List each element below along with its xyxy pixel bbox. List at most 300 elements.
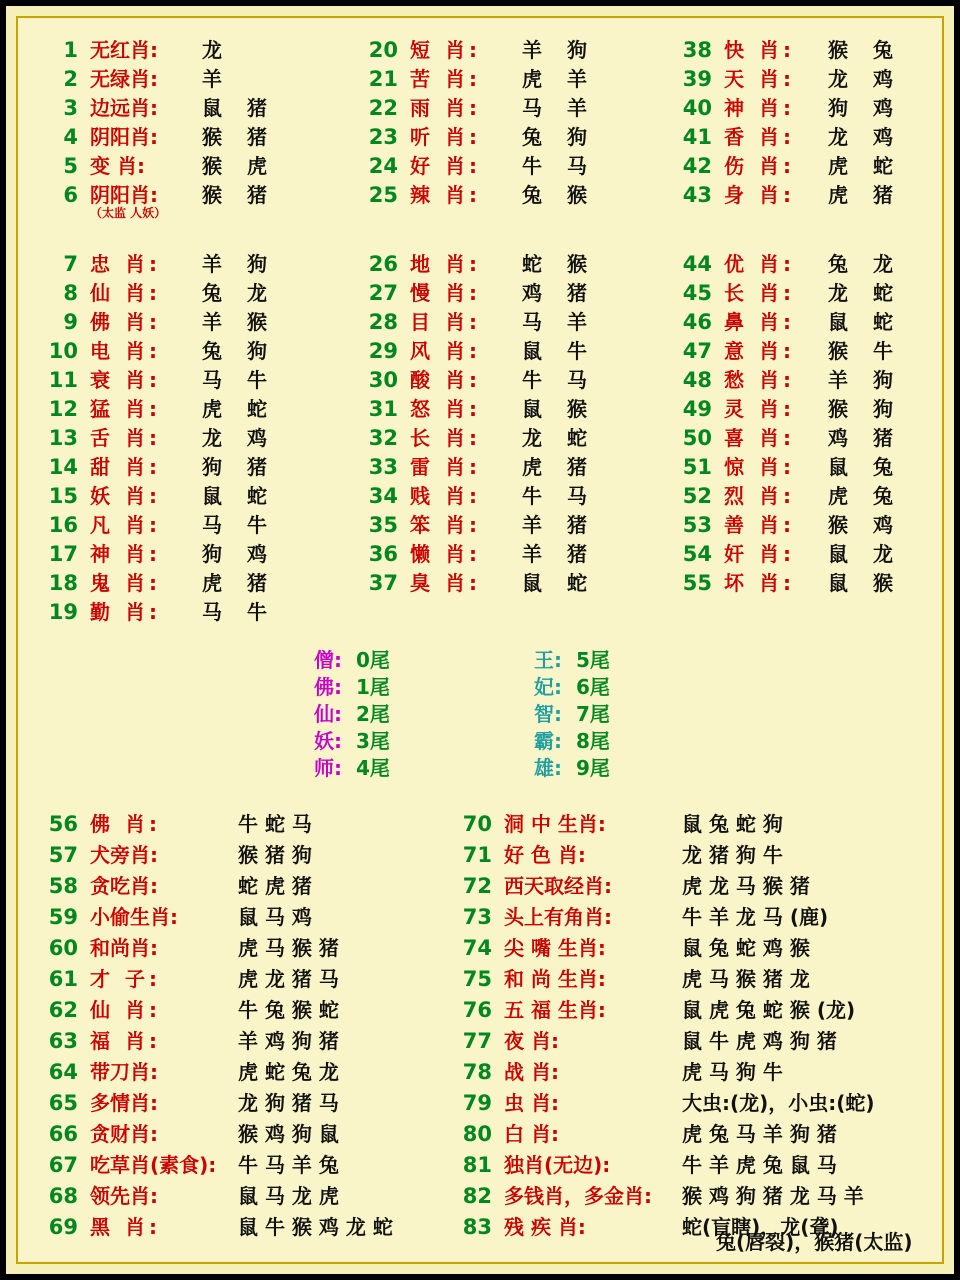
row-label: 地 肖: (410, 252, 481, 276)
list-item (44, 393, 344, 422)
list-item (364, 422, 664, 451)
list-item (44, 1118, 464, 1149)
row-number: 69 (48, 1215, 78, 1239)
row-label: 懒 肖: (410, 542, 481, 566)
tail-number: 7 (576, 702, 590, 726)
row-value: 虎 龙 猪 马 (238, 967, 339, 991)
row-label: 身 肖: (724, 183, 795, 207)
row-value: 虎 蛇 (828, 154, 902, 178)
row-number: 75 (462, 967, 492, 991)
row-value: 牛 马 (522, 484, 596, 508)
row-label: 五 福 生肖: (504, 998, 606, 1022)
list-item (44, 1056, 464, 1087)
row-number: 79 (462, 1091, 492, 1115)
list-item (364, 150, 664, 179)
row-number: 27 (368, 281, 398, 305)
row-number: 82 (462, 1184, 492, 1208)
list-item (678, 248, 960, 277)
row-label: 酸 肖: (410, 368, 481, 392)
row-value: 猴 猪 (202, 183, 276, 207)
row-value: 马 牛 (202, 368, 276, 392)
row-number: 70 (462, 812, 492, 836)
row-value: 牛 马 (522, 154, 596, 178)
tail-label: 霸: (534, 729, 562, 753)
tail-row (268, 671, 708, 698)
row-label: 雨 肖: (410, 96, 481, 120)
row-number: 52 (682, 484, 712, 508)
row-number: 20 (368, 38, 398, 62)
row-value: 牛 马 羊 兔 (238, 1153, 339, 1177)
row-value: 龙 猪 狗 牛 (682, 843, 783, 867)
tail-label: 僧: (314, 648, 342, 672)
row-label: 优 肖: (724, 252, 795, 276)
list-item (364, 277, 664, 306)
row-label: 犬旁肖: (90, 843, 158, 867)
row-number: 58 (48, 874, 78, 898)
row-label: 多情肖: (90, 1091, 158, 1115)
top-column-3-lower (678, 248, 960, 596)
row-value: 龙 蛇 (828, 281, 902, 305)
row-label: 西天取经肖: (504, 874, 612, 898)
row-number: 81 (462, 1153, 492, 1177)
row-number: 63 (48, 1029, 78, 1053)
list-item (458, 1118, 958, 1149)
list-item (678, 150, 960, 179)
row-label: 烈 肖: (724, 484, 795, 508)
row-value: 虎 马 狗 牛 (682, 1060, 783, 1084)
row-value: 鼠 蛇 (202, 484, 276, 508)
row-value: 狗 鸡 (202, 542, 276, 566)
list-item (458, 1149, 958, 1180)
tail-entry (488, 752, 708, 781)
list-item (44, 1087, 464, 1118)
row-label: 臭 肖: (410, 571, 481, 595)
row-number: 62 (48, 998, 78, 1022)
row-number: 6 (63, 183, 78, 207)
row-number: 29 (368, 339, 398, 363)
list-item (44, 306, 344, 335)
list-item (678, 567, 960, 596)
tail-entry (268, 644, 488, 673)
tail-entry (268, 698, 488, 727)
row-label: 听 肖: (410, 125, 481, 149)
row-value: 羊 鸡 狗 猪 (238, 1029, 339, 1053)
row-value: 龙 鸡 (828, 125, 902, 149)
row-number: 25 (368, 183, 398, 207)
tail-number: 9 (576, 756, 590, 780)
row-number: 1 (63, 38, 78, 62)
list-item (44, 932, 464, 963)
row-label: 白 肖: (504, 1122, 559, 1146)
tail-row (268, 725, 708, 752)
list-item (44, 901, 464, 932)
list-item (44, 248, 344, 277)
list-item (678, 393, 960, 422)
tail-entry (488, 644, 708, 673)
row-number: 59 (48, 905, 78, 929)
row-value: 鼠 兔 (828, 455, 902, 479)
tail-number: 5 (576, 648, 590, 672)
row-number: 51 (682, 455, 712, 479)
row-label: 贱 肖: (410, 484, 481, 508)
tail-row (268, 698, 708, 725)
list-item (678, 92, 960, 121)
row-number: 17 (48, 542, 78, 566)
tail-entry (488, 725, 708, 754)
list-item (44, 121, 344, 150)
tail-label: 雄: (534, 756, 562, 780)
row-number: 39 (682, 67, 712, 91)
row-value: 鼠 猪 (202, 96, 276, 120)
row-label: 小偷生肖: (90, 905, 178, 929)
row-label: 多钱肖，多金肖: (504, 1184, 652, 1208)
top-column-3 (678, 34, 960, 208)
list-item (458, 1056, 958, 1087)
row-value: 兔 狗 (522, 125, 596, 149)
row-value: 虎 蛇 (202, 397, 276, 421)
row-value: 猴 鸡 狗 鼠 (238, 1122, 339, 1146)
tail-entry (488, 671, 708, 700)
list-item (458, 1180, 958, 1211)
row-number: 41 (682, 125, 712, 149)
row-label: 夜 肖: (504, 1029, 559, 1053)
row-value: 蛇(盲瞎)，龙(聋) (682, 1215, 839, 1239)
row-value: 牛 兔 猴 蛇 (238, 998, 339, 1022)
bottom-column-left (44, 808, 464, 1242)
row-value: 鼠 马 龙 虎 (238, 1184, 339, 1208)
row-label: 长 肖: (410, 426, 481, 450)
row-label: 辣 肖: (410, 183, 481, 207)
list-item (364, 480, 664, 509)
row-value: 虎 龙 马 猴 猪 (682, 874, 810, 898)
row-number: 71 (462, 843, 492, 867)
row-number: 4 (63, 125, 78, 149)
tail-label: 妖: (314, 729, 342, 753)
row-number: 56 (48, 812, 78, 836)
row-value: 牛 羊 龙 马 (鹿) (682, 905, 829, 929)
row-number: 65 (48, 1091, 78, 1115)
top-column-2-lower (364, 248, 664, 596)
row-label: 虫 肖: (504, 1091, 559, 1115)
row-number: 38 (682, 38, 712, 62)
row-number: 34 (368, 484, 398, 508)
row-value: 鼠 蛇 (828, 310, 902, 334)
top-column-2 (364, 34, 664, 208)
row-number: 53 (682, 513, 712, 537)
list-item (364, 451, 664, 480)
row-value: 兔 猴 (522, 183, 596, 207)
row-label: 贪吃肖: (90, 874, 158, 898)
row-label: 仙 肖: (90, 998, 161, 1022)
list-item (44, 364, 344, 393)
row-label: 忠 肖: (90, 252, 161, 276)
row-number: 46 (682, 310, 712, 334)
row-label: 快 肖: (724, 38, 795, 62)
row-label: 惊 肖: (724, 455, 795, 479)
bottom-column-right (458, 808, 958, 1242)
row-number: 77 (462, 1029, 492, 1053)
row-number: 7 (63, 252, 78, 276)
row-number: 68 (48, 1184, 78, 1208)
list-item (364, 248, 664, 277)
tail-number: 4 (356, 756, 370, 780)
row-number: 3 (63, 96, 78, 120)
row-value: 马 羊 (522, 96, 596, 120)
row-value: 龙 鸡 (828, 67, 902, 91)
list-item (678, 277, 960, 306)
row-number: 55 (682, 571, 712, 595)
tail-label: 佛: (314, 675, 342, 699)
row-label: 笨 肖: (410, 513, 481, 537)
row-label: 战 肖: (504, 1060, 559, 1084)
row-number: 30 (368, 368, 398, 392)
list-item (44, 1025, 464, 1056)
row-label: 风 肖: (410, 339, 481, 363)
list-item (44, 596, 344, 625)
row-value: 猴 牛 (828, 339, 902, 363)
list-item (44, 538, 344, 567)
row-label: 鼻 肖: (724, 310, 795, 334)
row-label: 慢 肖: (410, 281, 481, 305)
row-value: 虎 羊 (522, 67, 596, 91)
row-value: 鸡 猪 (522, 281, 596, 305)
row-label: 和尚肖: (90, 936, 158, 960)
list-item (44, 150, 344, 179)
tail-unit: 尾 (589, 729, 610, 753)
tail-label: 师: (314, 756, 342, 780)
list-item (678, 364, 960, 393)
list-item (44, 839, 464, 870)
row-label: 阴阳肖: (90, 183, 158, 207)
row-number: 83 (462, 1215, 492, 1239)
row-label: 奸 肖: (724, 542, 795, 566)
row-value: 鼠 虎 兔 蛇 猴 (龙) (682, 998, 856, 1022)
row-value: 蛇 猴 (522, 252, 596, 276)
row-number: 28 (368, 310, 398, 334)
row-number: 21 (368, 67, 398, 91)
list-item (44, 994, 464, 1025)
list-item (44, 335, 344, 364)
tail-unit: 尾 (369, 648, 390, 672)
list-item (678, 121, 960, 150)
row-label: 长 肖: (724, 281, 795, 305)
row-label: 天 肖: (724, 67, 795, 91)
row-value: 猴 猪 狗 (238, 843, 312, 867)
tail-number: 3 (356, 729, 370, 753)
row-label: 佛 肖: (90, 812, 161, 836)
row-value: 大虫:(龙)，小虫:(蛇) (682, 1091, 875, 1115)
list-item (44, 963, 464, 994)
row-value: 虎 猪 (828, 183, 902, 207)
row-label: 无红肖: (90, 38, 158, 62)
row-number: 8 (63, 281, 78, 305)
row-value: 马 牛 (202, 600, 276, 624)
row-value: 鼠 龙 (828, 542, 902, 566)
row-label: 怒 肖: (410, 397, 481, 421)
row-value: 虎 猪 (522, 455, 596, 479)
row-value: 鼠 蛇 (522, 571, 596, 595)
row-number: 13 (48, 426, 78, 450)
row-value: 猴 鸡 (828, 513, 902, 537)
list-item (364, 121, 664, 150)
row-value: 羊 狗 (202, 252, 276, 276)
list-item (678, 509, 960, 538)
tail-unit: 尾 (589, 702, 610, 726)
row-number: 67 (48, 1153, 78, 1177)
tail-unit: 尾 (369, 702, 390, 726)
list-item (364, 63, 664, 92)
row-label: 好 肖: (410, 154, 481, 178)
list-item (44, 509, 344, 538)
row-number: 15 (48, 484, 78, 508)
row-value: 蛇 虎 猪 (238, 874, 312, 898)
tail-number: 1 (356, 675, 370, 699)
list-item (458, 808, 958, 839)
row-number: 42 (682, 154, 712, 178)
row-number: 32 (368, 426, 398, 450)
list-item (44, 870, 464, 901)
list-item (44, 422, 344, 451)
list-item (458, 870, 958, 901)
row-number: 76 (462, 998, 492, 1022)
poster-inner-border (16, 16, 944, 1264)
row-value: 龙 (202, 38, 222, 62)
row-number: 23 (368, 125, 398, 149)
row-label: 独肖(无边): (504, 1153, 611, 1177)
row-value: 羊 (202, 67, 222, 91)
row-value: 龙 蛇 (522, 426, 596, 450)
row-value: 兔 龙 (202, 281, 276, 305)
row-number: 60 (48, 936, 78, 960)
row-label: 善 肖: (724, 513, 795, 537)
tail-number-table (268, 644, 708, 779)
row-value: 猴 鸡 狗 猪 龙 马 羊 (682, 1184, 864, 1208)
row-number: 74 (462, 936, 492, 960)
row-label: 无绿肖: (90, 67, 158, 91)
row-value: 狗 猪 (202, 455, 276, 479)
row-value: 虎 马 猴 猪 (238, 936, 339, 960)
row-label: 佛 肖: (90, 310, 161, 334)
list-item (364, 567, 664, 596)
row-label: 喜 肖: (724, 426, 795, 450)
row-number: 80 (462, 1122, 492, 1146)
row-value: 牛 蛇 马 (238, 812, 312, 836)
top-column-1 (44, 34, 344, 221)
list-item (44, 451, 344, 480)
list-item (364, 509, 664, 538)
list-item (678, 335, 960, 364)
tail-entry (268, 752, 488, 781)
row-label: 吃草肖(素食): (90, 1153, 217, 1177)
row-number: 9 (63, 310, 78, 334)
row-number: 22 (368, 96, 398, 120)
row-value: 羊 狗 (828, 368, 902, 392)
row-label: 香 肖: (724, 125, 795, 149)
row-value: 猴 兔 (828, 38, 902, 62)
row-number: 44 (682, 252, 712, 276)
row-number: 35 (368, 513, 398, 537)
row-number: 61 (48, 967, 78, 991)
tail-number: 8 (576, 729, 590, 753)
row-value: 鼠 兔 蛇 狗 (682, 812, 783, 836)
tail-label: 王: (534, 648, 562, 672)
list-item (364, 34, 664, 63)
row-value: 鼠 马 鸡 (238, 905, 312, 929)
row-label: 鬼 肖: (90, 571, 161, 595)
row-label: 神 肖: (90, 542, 161, 566)
tail-row (268, 644, 708, 671)
row-label: 残 疾 肖: (504, 1215, 586, 1239)
row-number: 26 (368, 252, 398, 276)
row-value: 羊 猪 (522, 542, 596, 566)
row-value: 鼠 牛 虎 鸡 狗 猪 (682, 1029, 837, 1053)
tail-unit: 尾 (589, 648, 610, 672)
list-item (364, 393, 664, 422)
row-value: 鼠 牛 (522, 339, 596, 363)
row-label: 福 肖: (90, 1029, 161, 1053)
list-item (364, 179, 664, 208)
row-number: 54 (682, 542, 712, 566)
list-item (458, 1087, 958, 1118)
row-label: 领先肖: (90, 1184, 158, 1208)
row-value: 马 牛 (202, 513, 276, 537)
row-label: 目 肖: (410, 310, 481, 334)
row-value: 猴 猪 (202, 125, 276, 149)
list-item (364, 335, 664, 364)
row-label: 电 肖: (90, 339, 161, 363)
row-label: 勤 肖: (90, 600, 161, 624)
tail-row (268, 752, 708, 779)
tail-number: 2 (356, 702, 370, 726)
tail-unit: 尾 (589, 756, 610, 780)
row-label: 苦 肖: (410, 67, 481, 91)
row-number: 40 (682, 96, 712, 120)
row-label: 和 尚 生肖: (504, 967, 606, 991)
row-number: 50 (682, 426, 712, 450)
list-item (678, 63, 960, 92)
list-item (458, 994, 958, 1025)
row-label: 短 肖: (410, 38, 481, 62)
tail-entry (268, 725, 488, 754)
list-item (44, 92, 344, 121)
row-number: 24 (368, 154, 398, 178)
list-item (458, 963, 958, 994)
row-label: 阴阳肖: (90, 125, 158, 149)
row-label: 头上有角肖: (504, 905, 612, 929)
row-number: 36 (368, 542, 398, 566)
row-value: 狗 鸡 (828, 96, 902, 120)
row-value-continuation: 兔(唇裂)，猴猪(太监) (716, 1230, 913, 1254)
row-label: 神 肖: (724, 96, 795, 120)
row-number: 11 (48, 368, 78, 392)
row-label: 猛 肖: (90, 397, 161, 421)
list-item (678, 451, 960, 480)
row-label: 才 子: (90, 967, 161, 991)
row-value: 鸡 猪 (828, 426, 902, 450)
row-value: 羊 猴 (202, 310, 276, 334)
row-number: 78 (462, 1060, 492, 1084)
row-label: 好 色 肖: (504, 843, 586, 867)
row-value: 羊 猪 (522, 513, 596, 537)
row-number: 10 (48, 339, 78, 363)
list-item (678, 422, 960, 451)
row-value: 马 羊 (522, 310, 596, 334)
list-item (458, 1025, 958, 1056)
list-item (458, 932, 958, 963)
tail-unit: 尾 (369, 675, 390, 699)
row-number: 48 (682, 368, 712, 392)
row-label: 变 肖: (90, 154, 145, 178)
